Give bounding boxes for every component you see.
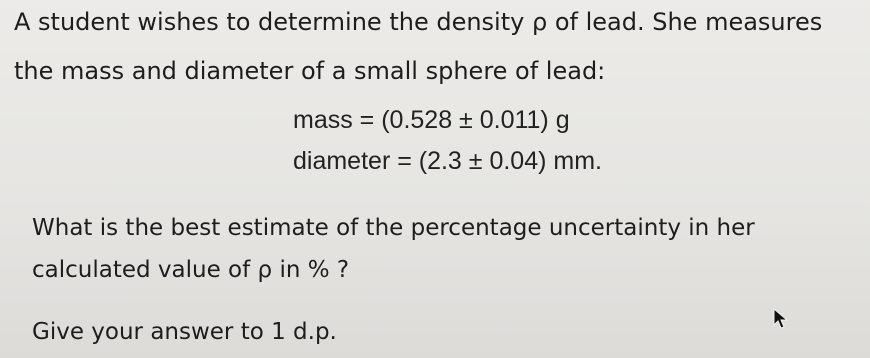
- answer-instruction: Give your answer to 1 d.p.: [32, 319, 337, 345]
- prompt-line-1: What is the best estimate of the percentage uncertainty in her: [32, 215, 755, 241]
- question-line-2: the mass and diameter of a small sphere of lead:: [14, 57, 606, 85]
- mass-measurement: mass = (0.528 ± 0.011) g: [293, 106, 570, 134]
- question-line-1: A student wishes to determine the density ρ of lead. She measures: [14, 8, 823, 36]
- mouse-pointer-icon: [772, 308, 790, 330]
- prompt-line-2: calculated value of ρ in % ?: [32, 257, 350, 283]
- diameter-measurement: diameter = (2.3 ± 0.04) mm.: [293, 147, 602, 175]
